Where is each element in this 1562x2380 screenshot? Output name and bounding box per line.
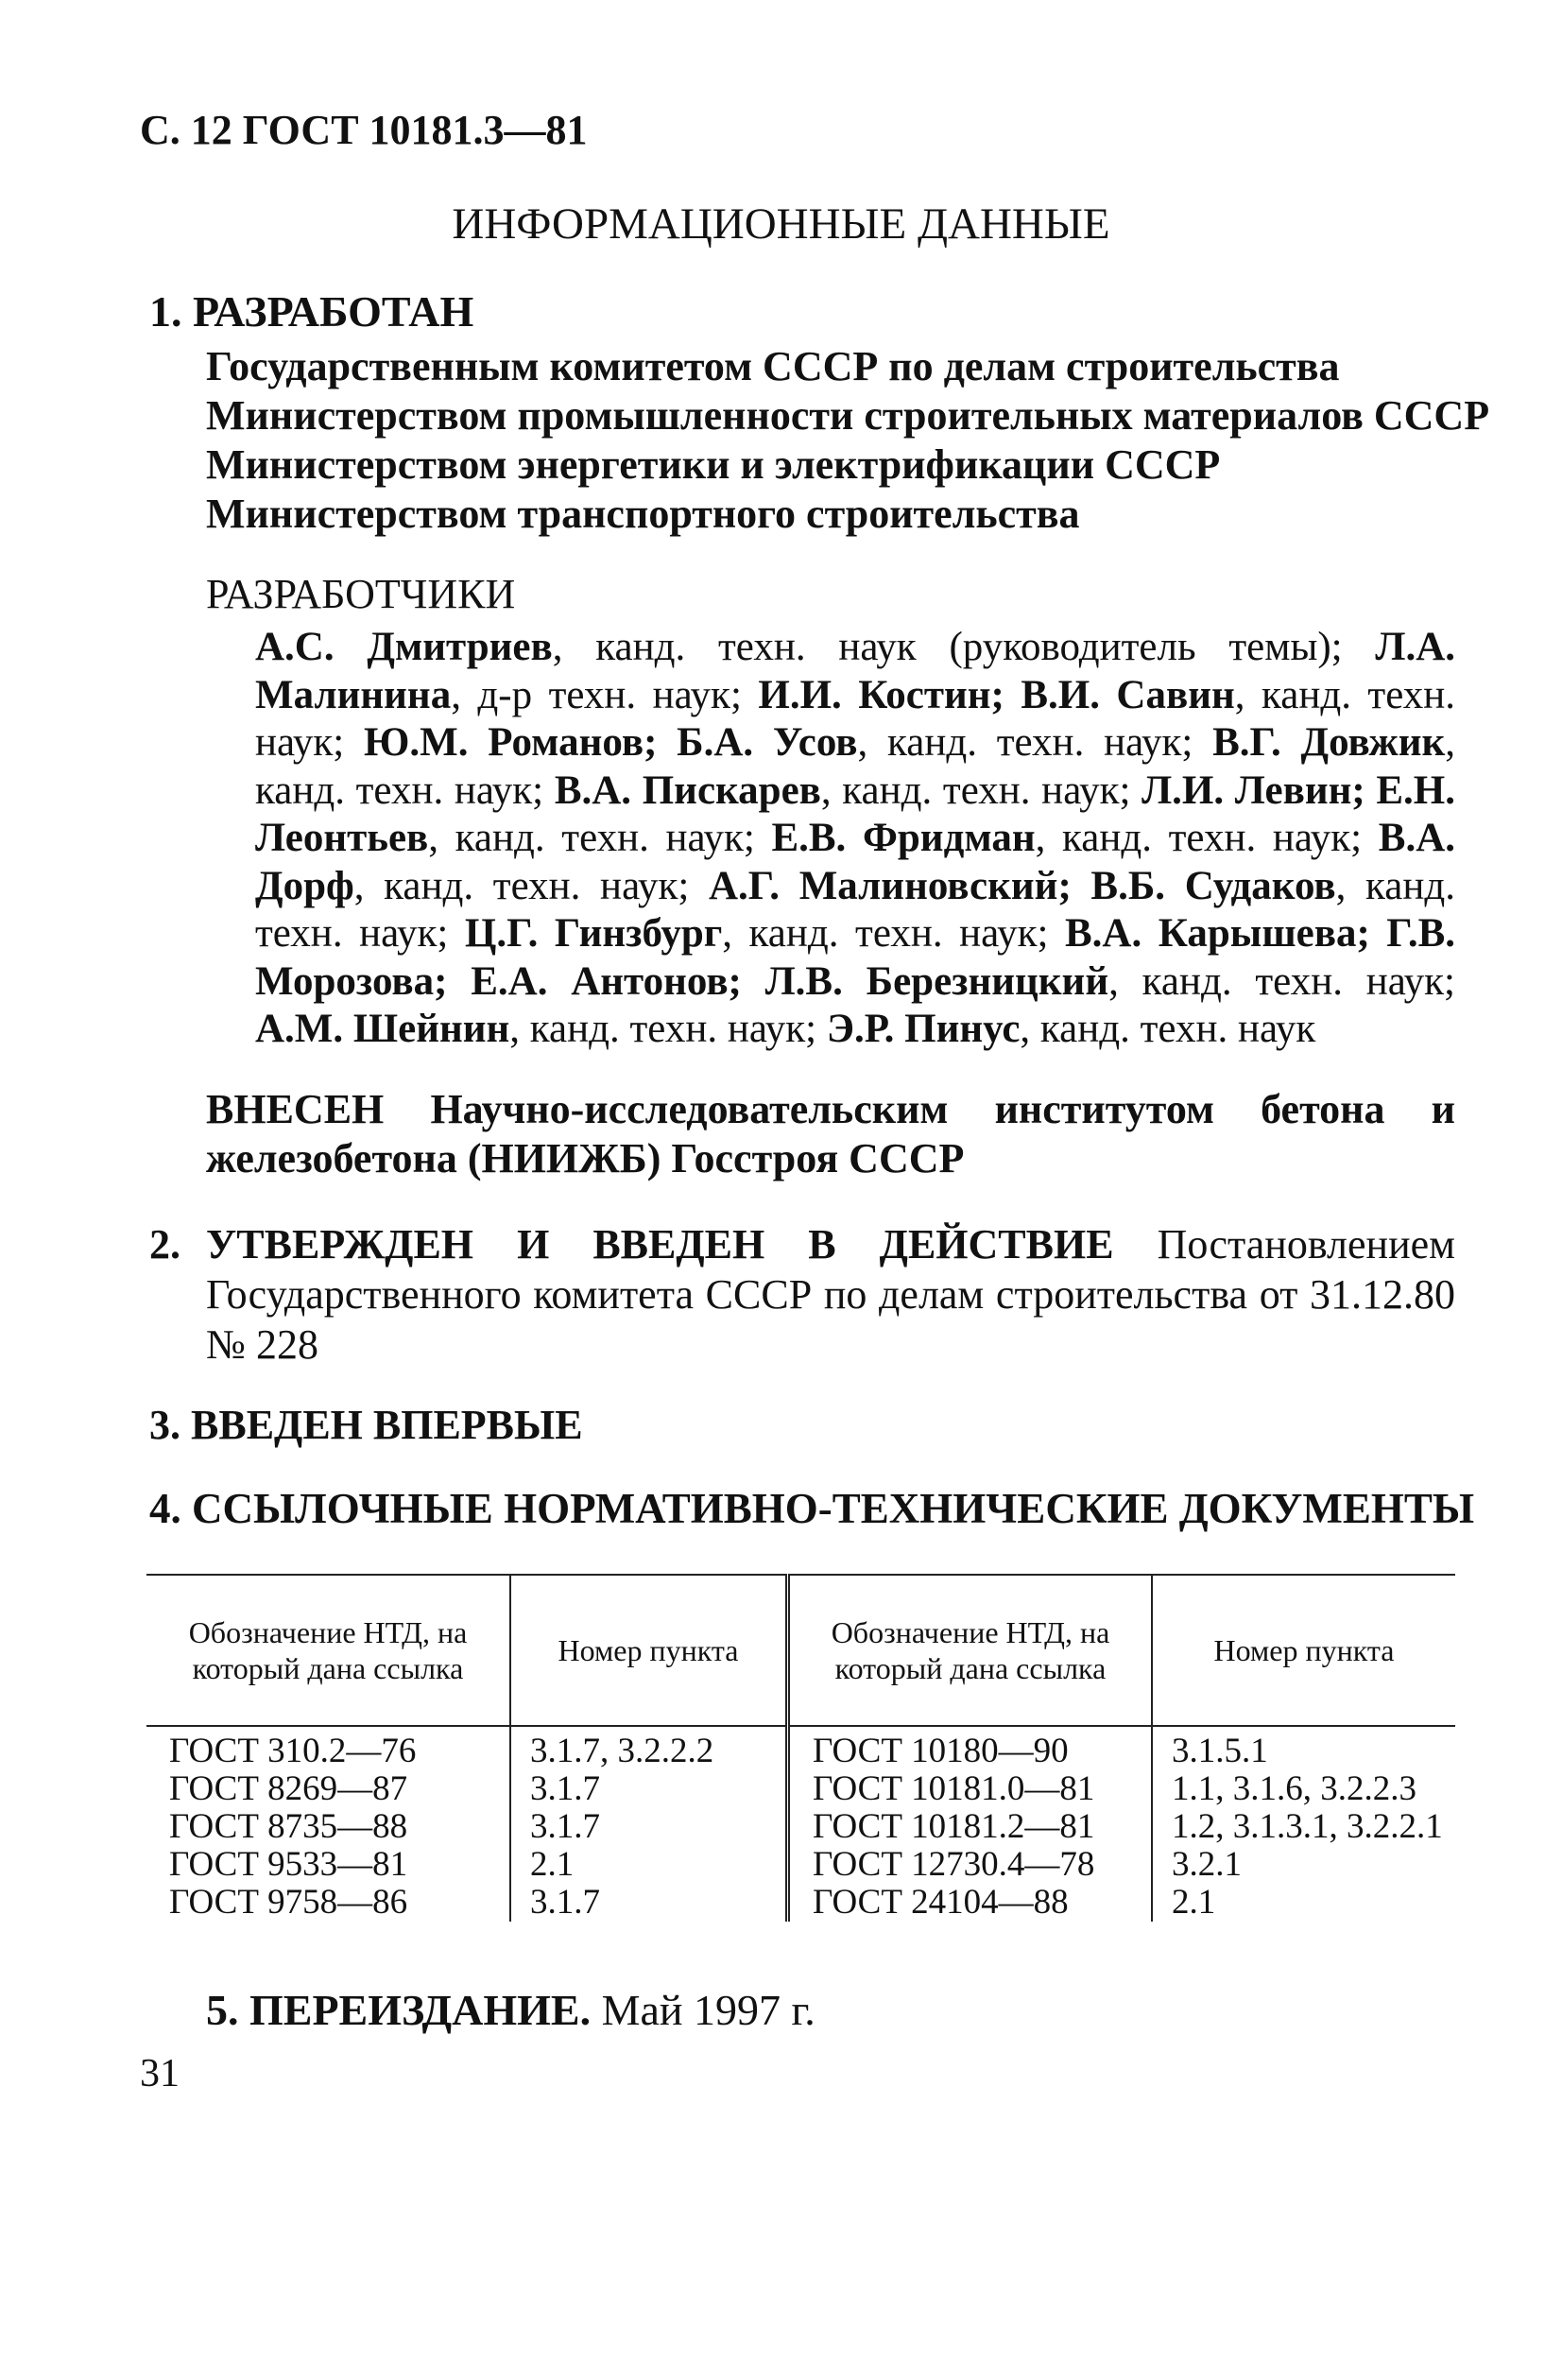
table-cell: 1.2, 3.1.3.1, 3.2.2.1 [1152, 1808, 1455, 1846]
table-cell: ГОСТ 8735—88 [169, 1807, 408, 1846]
developer-name: Ц.Г. Гинзбург [464, 911, 723, 956]
table-cell: ГОСТ 9533—81 [169, 1845, 408, 1884]
page-header: С. 12 ГОСТ 10181.3—81 [140, 107, 588, 153]
table-cell: 3.2.1 [1152, 1846, 1455, 1884]
table-cell: ГОСТ 8269—87 [169, 1769, 408, 1808]
developer-degree: , канд. техн. наук; [722, 911, 1065, 956]
section-2-number: 2. [149, 1221, 180, 1268]
table-cell: 2.1 [510, 1846, 788, 1884]
page-number: 31 [140, 2052, 180, 2095]
reference-documents-table [146, 1574, 1455, 1922]
table-cell: 3.1.7, 3.2.2.2 [510, 1726, 788, 1770]
developer-name: В.А. Пискарев [554, 767, 821, 813]
section-2-body: Постановлением Государственного комитета СССР по делам строительства от 31.12.80 № 228 [206, 1221, 1456, 1368]
developer-degree: , канд. техн. наук (руководитель темы); [552, 625, 1376, 669]
developers-list [255, 624, 1455, 1054]
section-5 [206, 1985, 815, 2035]
table-cell: ГОСТ 10180—90 [788, 1726, 1153, 1770]
developer-degree: , канд. техн. наук; [255, 863, 1455, 956]
org-line: Министерством промышленности строительных материалов СССР [206, 392, 1490, 439]
section-4-heading: 4. ССЫЛОЧНЫЕ НОРМАТИВНО-ТЕХНИЧЕСКИЕ ДОКУМЕНТЫ [149, 1485, 1475, 1532]
section-1-heading: 1. РАЗРАБОТАН [149, 287, 474, 336]
submitted-by [206, 1085, 1455, 1183]
developer-degree: , канд. техн. наук; [255, 720, 1455, 813]
page-title: ИНФОРМАЦИОННЫЕ ДАННЫЕ [452, 199, 1110, 249]
column-header: Обозначение НТД, на который дана ссылка [188, 1615, 468, 1685]
org-line: Министерством энергетики и электрификации СССР [206, 441, 1221, 488]
developer-degree: , канд. техн. наук; [428, 816, 772, 860]
section-5-label: 5. ПЕРЕИЗДАНИЕ. [206, 1986, 592, 2034]
developer-organizations [206, 342, 1489, 539]
developer-name: А.Г. Малиновский; В.Б. Судаков [708, 863, 1336, 908]
developer-name: Л.И. Левин; Е.Н. Леонтьев [255, 767, 1455, 860]
section-2-label: УТВЕРЖДЕН И ВВЕДЕН В ДЕЙСТВИЕ [206, 1221, 1114, 1268]
submitted-label: ВНЕСЕН [206, 1086, 385, 1132]
org-line: Министерством транспортного строительства [206, 491, 1080, 537]
table-cell: 1.1, 3.1.6, 3.2.2.3 [1152, 1770, 1455, 1808]
developer-degree: , канд. техн. наук; [1108, 958, 1455, 1004]
table-cell: 3.1.7 [510, 1884, 788, 1922]
table-row [146, 1808, 1455, 1846]
column-header: Обозначение НТД, на который дана ссылка [788, 1575, 1153, 1726]
submitted-text: Научно-исследовательским институтом бетона и железобетона (НИИЖБ) Госстроя СССР [206, 1086, 1455, 1181]
table-cell: 3.1.7 [510, 1808, 788, 1846]
section-2-text [206, 1219, 1455, 1370]
developer-degree: , канд. техн. наук; [509, 1007, 827, 1051]
table-cell: ГОСТ 24104—88 [788, 1884, 1153, 1922]
developer-name: А.М. Шейнин [255, 1007, 510, 1051]
developer-name: Ю.М. Романов; Б.А. Усов [364, 720, 858, 765]
section-3: 3. ВВЕДЕН ВПЕРВЫЕ [149, 1402, 583, 1448]
table-cell: 3.1.5.1 [1152, 1726, 1455, 1770]
section-2 [149, 1219, 1455, 1370]
table-row [146, 1884, 1455, 1922]
table-cell: ГОСТ 9758—86 [169, 1883, 408, 1922]
section-5-text: Май 1997 г. [591, 1986, 815, 2034]
table-cell: ГОСТ 10181.2—81 [788, 1808, 1153, 1846]
developer-degree: , д-р техн. наук; [451, 672, 759, 717]
table-cell: 2.1 [1152, 1884, 1455, 1922]
table-cell: ГОСТ 310.2—76 [169, 1732, 417, 1770]
developer-name: Л.А. Малинина [255, 625, 1455, 717]
developer-degree: , канд. техн. наук; [353, 863, 709, 908]
developer-degree: , канд. техн. наук [1020, 1007, 1316, 1051]
developer-name: А.С. Дмитриев [255, 625, 553, 669]
developer-name: Э.Р. Пинус [826, 1007, 1021, 1051]
table-cell: 3.1.7 [510, 1770, 788, 1808]
table-header-row [146, 1575, 1455, 1726]
developer-name: Е.В. Фридман [771, 816, 1036, 860]
column-header: Номер пункта [510, 1575, 788, 1726]
table-cell: ГОСТ 12730.4—78 [788, 1846, 1153, 1884]
column-header: Номер пункта [1152, 1575, 1455, 1726]
developer-degree: , канд. техн. наук; [857, 720, 1213, 765]
developer-name: В.А. Карышева; Г.В. Морозова; Е.А. Антонов; Л.В. Березницкий [255, 911, 1455, 1004]
developer-name: И.И. Костин; В.И. Савин [758, 672, 1235, 717]
developers-heading: РАЗРАБОТЧИКИ [206, 571, 516, 617]
table-row [146, 1726, 1455, 1770]
table-cell: ГОСТ 10181.0—81 [788, 1770, 1153, 1808]
org-line: Государственным комитетом СССР по делам строительства [206, 343, 1340, 389]
developer-degree: , канд. техн. наук; [255, 672, 1455, 765]
developer-degree: , канд. техн. наук; [1035, 816, 1379, 860]
developer-name: В.Г. Довжик [1212, 720, 1446, 765]
table-row [146, 1846, 1455, 1884]
developer-degree: , канд. техн. наук; [820, 767, 1142, 813]
table-row [146, 1770, 1455, 1808]
developer-name: В.А. Дорф [255, 816, 1455, 908]
